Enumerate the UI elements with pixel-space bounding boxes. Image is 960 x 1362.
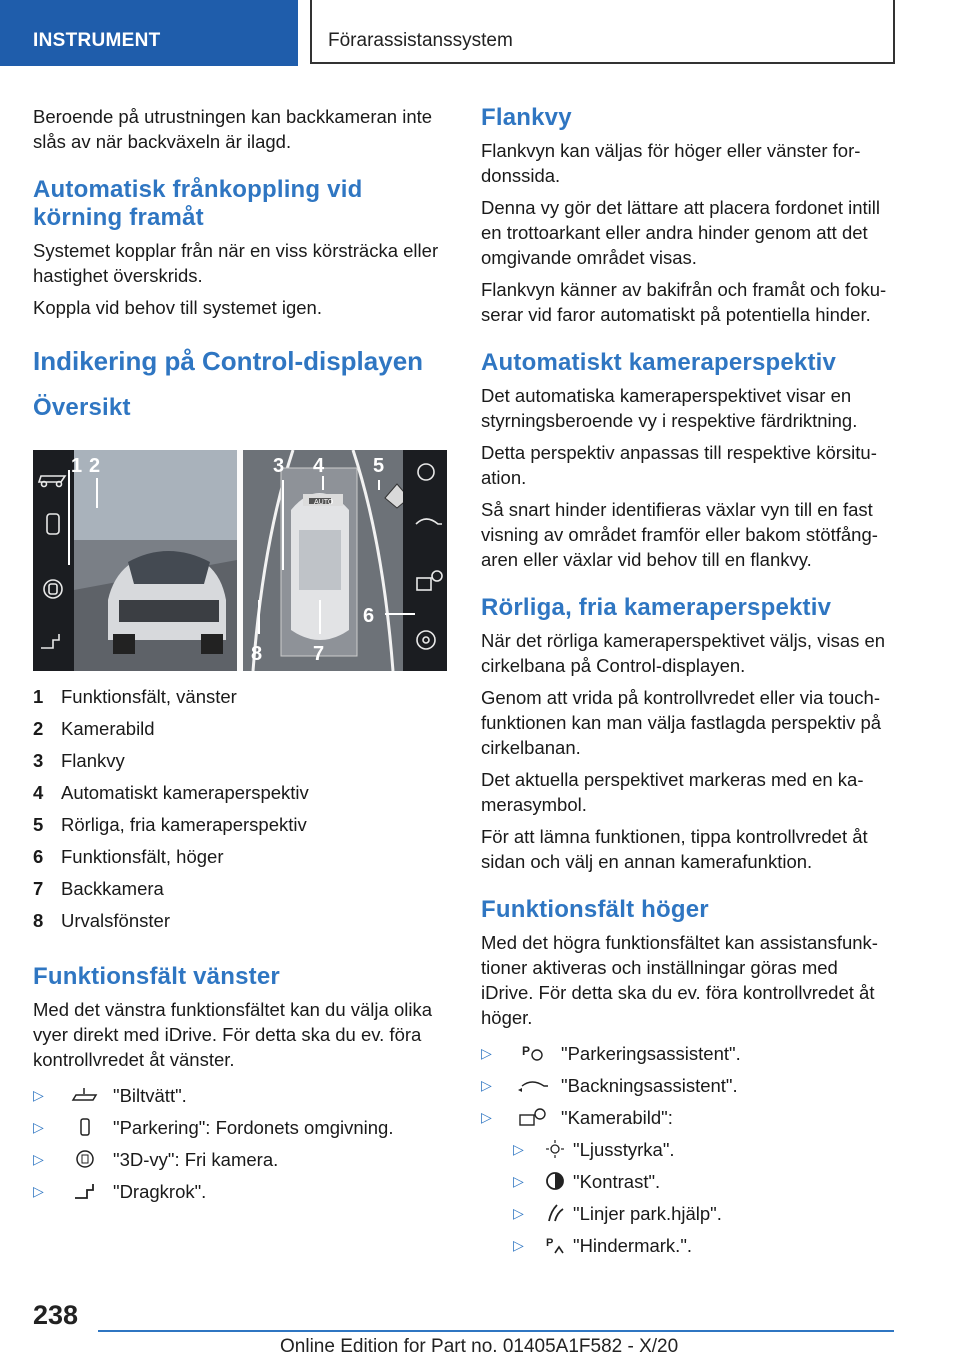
legend-item: 5 Rörliga, fria kameraperspektiv [33,814,307,835]
camera-image-options [481,1133,895,1261]
legend-item: 2 Kamerabild [33,718,155,739]
car-wash-icon [63,1084,107,1106]
heading-auto-perspective: Automatiskt kameraperspektiv [481,349,837,376]
bullet-triangle-icon: ▷ [33,1150,44,1167]
bullet-triangle-icon: ▷ [513,1140,524,1157]
free-perspective-paragraph-3: Det aktuella perspektivet markeras med en kamerasymbol. [481,769,864,815]
left-column [33,104,447,1207]
reversing-assistant-icon [511,1074,555,1096]
auto-perspective-paragraph-2: Detta perspektiv anpassas till respektive körsituation. [481,442,877,488]
bullet-triangle-icon: ▷ [33,1118,44,1135]
legend-item: 8 Urvalsfönster [33,910,170,931]
figure-label-5: 5 [373,455,385,477]
figure-legend [33,681,447,937]
auto-off-paragraph-2: Koppla vid behov till systemet igen. [33,297,322,318]
list-item: ▷ P "Hindermark.". [513,1234,693,1256]
heading-flank: Flankvy [481,104,572,131]
bullet-triangle-icon: ▷ [513,1204,524,1221]
list-item: ▷ "Backningsassistent". [481,1074,738,1096]
legend-item: 3 Flankvy [33,750,125,771]
list-item: ▷ "Kamerabild": [481,1106,673,1128]
svg-text:P: P [546,1237,554,1249]
list-item: ▷ "Kontrast". [513,1170,661,1192]
right-field-options [481,1037,895,1133]
auto-perspective-paragraph-1: Det automatiska kameraperspektivet visar en styrningsberoende vy i respektive färdriktning. [481,385,858,431]
3d-view-icon [63,1148,107,1170]
bullet-triangle-icon: ▷ [481,1044,492,1061]
figure-label-8: 8 [251,643,263,665]
auto-off-paragraph-1: Systemet kopplar från när en viss körsträcka eller hastighet överskrids. [33,240,439,286]
free-perspective-paragraph-1: När det rörliga kameraperspektivet väljs, visas en cirkelbana på Control-displayen. [481,630,886,676]
figure-label-3: 3 [273,455,285,477]
figure-label-1: 1 [71,455,83,477]
tow-hitch-icon [63,1180,107,1202]
intro-paragraph: Beroende på utrustningen kan backkameran inte slås av när backväxeln är ilagd. [33,106,433,152]
camera-image-icon [511,1106,555,1128]
legend-item: 1 Funktionsfält, vänster [33,686,237,707]
heading-auto-off: Automatisk frånkoppling vid körning framåt [33,176,363,231]
left-field-paragraph: Med det vänstra funktionsfältet kan du välja olika vyer direkt med iDrive. För detta ska du ev. föra kontrollvredet åt vänster. [33,999,433,1070]
figure-label-6: 6 [363,605,375,627]
list-item: ▷ "Dragkrok". [33,1180,207,1202]
obstacle-marking-icon [543,1234,567,1256]
heading-overview: Översikt [33,394,131,421]
parking-surround-icon [63,1116,107,1138]
figure-label-2: 2 [89,455,101,477]
parking-lines-icon [543,1202,567,1224]
flank-paragraph-2: Denna vy gör det lättare att placera fordonet intill en trottoarkant eller andra hinder genom att det omgivande området visas. [481,197,881,268]
right-column [481,104,895,1261]
parking-assistant-icon [511,1042,555,1064]
edition-note: Online Edition for Part no. 01405A1F582 - X/20 [280,1336,679,1357]
bullet-triangle-icon: ▷ [481,1076,492,1093]
svg-text:P: P [522,1044,531,1058]
contrast-icon [543,1170,567,1192]
auto-perspective-paragraph-3: Så snart hinder identifieras växlar vyn till en fast visning av området framför eller bakom stötfångaren eller växlar vid behov till en flankvy. [481,499,878,570]
free-perspective-paragraph-4: För att lämna funktionen, tippa kontrollvredet åt sidan och välj en annan kamerafunktion. [481,826,868,872]
bullet-triangle-icon: ▷ [513,1172,524,1189]
list-item: ▷ "Parkering": Fordonets omgivning. [33,1116,394,1138]
list-item: ▷ "Ljusstyrka". [513,1138,675,1160]
brightness-icon [543,1138,567,1160]
legend-item: 4 Automatiskt kameraperspektiv [33,782,309,803]
flank-paragraph-1: Flankvyn kan väljas för höger eller vänster fordonssida. [481,140,861,186]
free-perspective-paragraph-2: Genom att vrida på kontrollvredet eller via touchfunktionen kan man välja fastlagda perspektiv på cirkelbanan. [481,687,882,758]
heading-right-field: Funktionsfält höger [481,896,709,923]
legend-item: 7 Backkamera [33,878,164,899]
list-item: ▷ "Linjer park.hjälp". [513,1202,722,1224]
list-item: ▷ "Biltvätt". [33,1084,187,1106]
bullet-triangle-icon: ▷ [33,1086,44,1103]
heading-left-field: Funktionsfält vänster [33,963,280,990]
page-number: 238 [33,1300,79,1330]
control-display-illustration [33,450,447,671]
list-item: ▷ "3D-vy": Fri kamera. [33,1148,279,1170]
bullet-triangle-icon: ▷ [33,1182,44,1199]
figure-label-4: 4 [313,455,325,477]
figure-label-7: 7 [313,643,325,665]
control-display-figure [33,450,447,671]
bullet-triangle-icon: ▷ [513,1236,524,1253]
legend-item: 6 Funktionsfält, höger [33,846,224,867]
flank-paragraph-3: Flankvyn känner av bakifrån och framåt och fokuserar vid faror automatiskt på potentiella hinder. [481,279,887,325]
figure-auto-label: AUTO [314,499,334,506]
section-tab: INSTRUMENT [0,0,298,66]
heading-free-perspective: Rörliga, fria kameraperspektiv [481,594,832,621]
bullet-triangle-icon: ▷ [481,1108,492,1125]
footer-divider [98,1330,894,1332]
heading-indication: Indikering på Control-displayen [33,346,424,376]
list-item: ▷ P "Parkeringsassistent". [481,1042,741,1064]
chapter-title: Förarassistanssystem [310,0,895,64]
left-field-options [33,1079,447,1207]
right-field-paragraph: Med det högra funktionsfältet kan assistansfunktioner aktiveras och inställningar göras med iDrive. För detta ska du ev. föra kontrollvredet åt höger. [481,932,878,1028]
